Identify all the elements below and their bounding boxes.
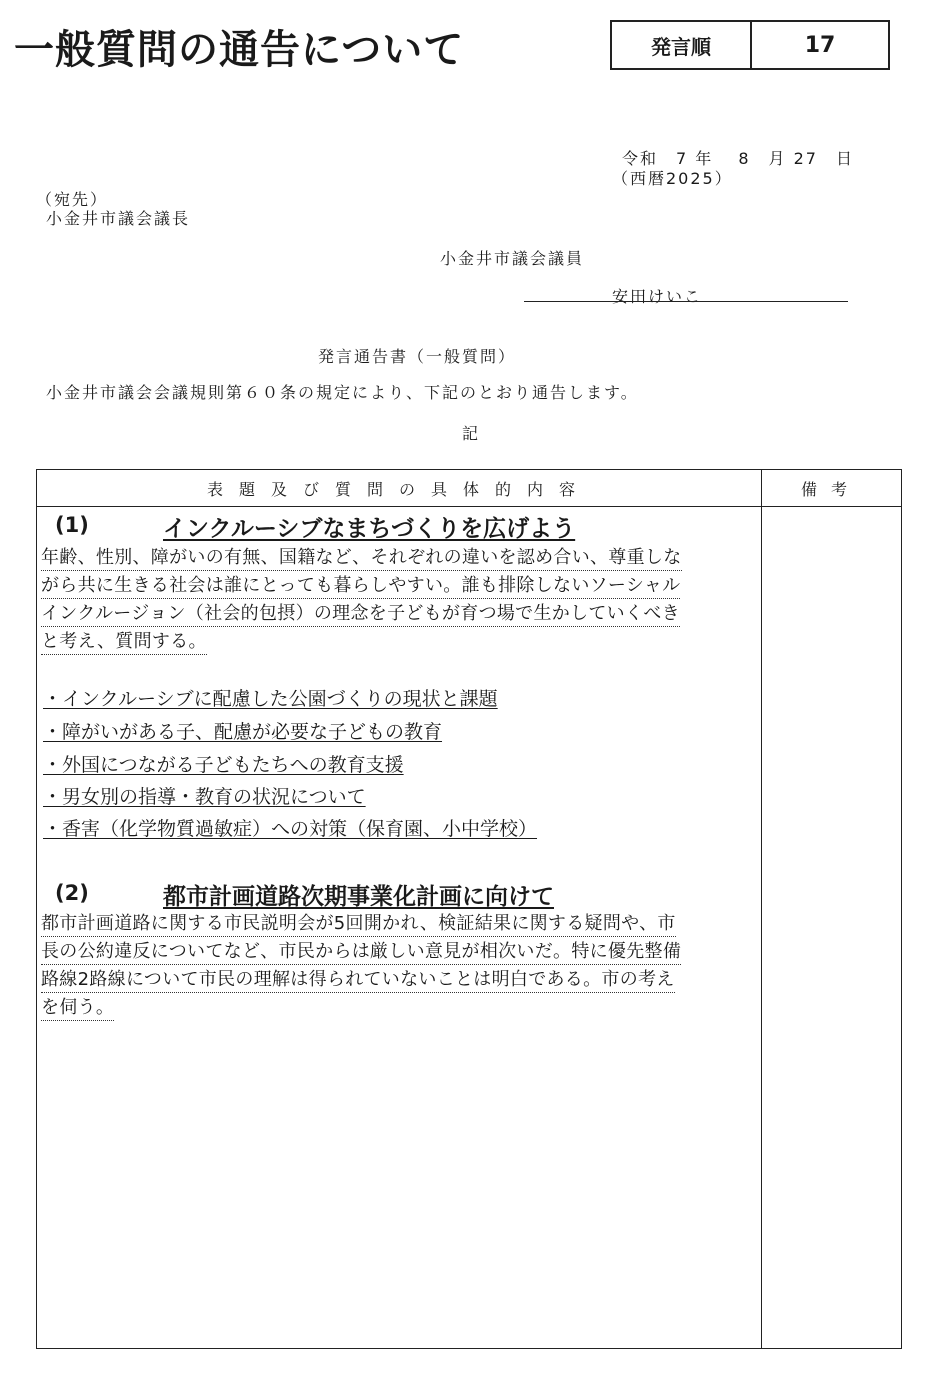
date-line: 令和 7 年 8 月 27 日 — [622, 149, 854, 168]
table-header-row — [37, 470, 901, 507]
question-1-title: インクルーシブなまちづくりを広げよう — [163, 516, 576, 542]
question-1-bullet: ・障がいがある子、配慮が必要な子どもの教育 — [43, 721, 443, 743]
question-table — [36, 469, 902, 1349]
question-1-bullet: ・香害（化学物質過敏症）への対策（保育園、小中学校） — [43, 818, 538, 840]
question-2-number: (2) — [55, 881, 89, 905]
header-content-label: 表題及び質問の具体的内容 — [206, 479, 591, 499]
question-1-bullet: ・インクルーシブに配慮した公園づくりの現状と課題 — [43, 688, 498, 710]
intro-text: 小金井市議会会議規則第６０条の規定により、下記のとおり通告します。 — [46, 383, 639, 402]
western-year: （西暦2025） — [612, 169, 733, 188]
question-2-body-line: 長の公約違反についてなど、市民からは厳しい意見が相次いだ。特に優先整備 — [41, 940, 681, 965]
document-title: 一般質問の通告について — [14, 27, 465, 73]
sender-name: 安田けいこ — [612, 287, 703, 306]
question-1-body-line: 年齢、性別、障がいの有無、国籍など、それぞれの違いを認め合い、尊重しな — [41, 546, 682, 571]
signature-line — [524, 301, 848, 302]
question-1-body-line: と考え、質問する。 — [41, 630, 207, 655]
ki-mark: 記 — [462, 424, 481, 443]
question-2-body-line: 路線2路線について市民の理解は得られていないことは明白である。市の考え — [41, 968, 675, 993]
form-title: 発言通告書（一般質問） — [318, 347, 517, 366]
question-1-body-line: インクルージョン（社会的包摂）の理念を子どもが育つ場で生かしていくべき — [41, 602, 680, 627]
speaking-order-label: 発言順 — [612, 22, 752, 68]
question-1-body-line: がら共に生きる社会は誰にとっても暮らしやすい。誰も排除しないソーシャル — [41, 574, 680, 599]
question-1-bullet: ・外国につながる子どもたちへの教育支援 — [43, 754, 404, 776]
addressee-label: （宛先） — [36, 190, 109, 209]
speaking-order-value: 17 — [804, 32, 836, 58]
question-1-bullet: ・男女別の指導・教育の状況について — [43, 786, 366, 808]
speaking-order-box — [610, 20, 890, 70]
column-divider — [761, 470, 762, 1348]
header-remarks-label: 備考 — [800, 479, 861, 499]
addressee-name: 小金井市議会議長 — [46, 209, 191, 228]
question-2-body-line: を伺う。 — [41, 996, 114, 1021]
sender-title: 小金井市議会議員 — [440, 249, 585, 268]
question-1-number: (1) — [55, 513, 89, 537]
question-2-body-line: 都市計画道路に関する市民説明会が5回開かれ、検証結果に関する疑問や、市 — [41, 912, 676, 937]
question-2-title: 都市計画道路次期事業化計画に向けて — [163, 884, 554, 910]
